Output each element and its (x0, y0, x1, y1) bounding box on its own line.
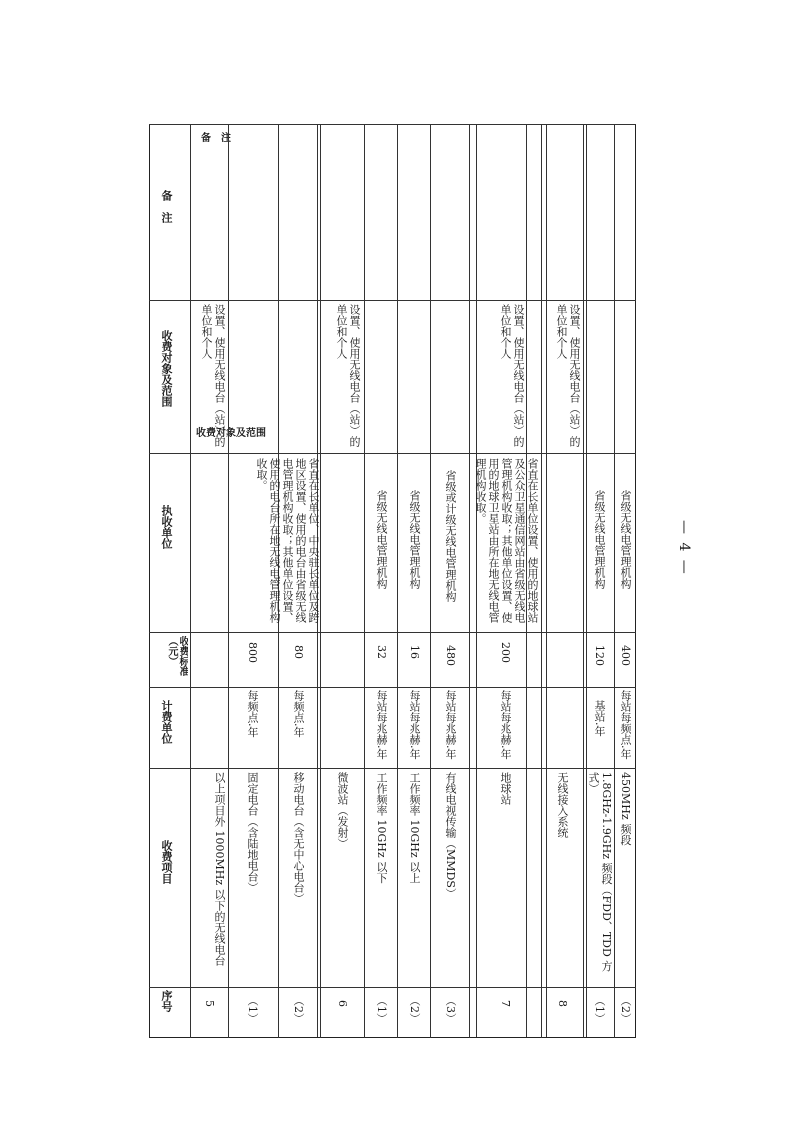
row-6-2-seq: （2） (408, 995, 421, 1024)
col-divider-h (149, 987, 636, 988)
row-6-1-executor: 省级无线电管理机构 (375, 490, 388, 589)
header-seq: 序号 (160, 990, 173, 1012)
row-divider (541, 124, 542, 1038)
header-remark-v: 备 注 (160, 190, 173, 223)
row-5-item: 以上项目外 1000MHz 以下的无线电台 (213, 772, 226, 966)
row-6-3-seq: （3） (444, 995, 457, 1024)
row-8-1-item: 1.8GHz-1.9GHz 频段（FDD、TDD 方式） (587, 772, 613, 972)
row-divider (430, 124, 431, 1038)
row-6-2-item: 工作频率 10GHz 以上 (408, 772, 421, 884)
row-8-2-executor: 省级无线电管理机构 (619, 490, 632, 589)
row-5-executor: 省直在长单位、中央驻长单位及跨地区设置、使用的电台由省级无线电管理机构收取；其他单位设置、使用的电台所在地无线电管理机构收取。 (255, 458, 320, 623)
row-divider (364, 124, 365, 1038)
row-6-1-item: 工作频率 10GHz 以下 (375, 772, 388, 884)
row-5-2-standard: 80 (292, 645, 305, 659)
row-8-1-executor: 省级无线电管理机构 (593, 490, 606, 589)
col-divider (546, 125, 547, 1037)
row-8-2-seq: （2） (619, 995, 632, 1024)
row-divider (397, 124, 398, 1038)
header-unit: 计费单位 (160, 700, 173, 744)
row-6-2-unit: 每站每兆赫.年 (408, 690, 421, 760)
row-8-seq: 8 (556, 1000, 569, 1007)
row-5-1-seq: （1） (246, 995, 259, 1024)
col-divider-h (149, 768, 636, 769)
row-divider (228, 124, 229, 1038)
row-6-item: 微波站（发射） (336, 772, 349, 849)
col-divider-h (149, 687, 636, 688)
header-standard: 收费标准（元） (166, 636, 188, 676)
header-remark: 备 注 (201, 133, 231, 144)
row-divider (320, 124, 321, 1038)
row-6-1-unit: 每站每兆赫.年 (375, 690, 388, 760)
row-6-scope: 设置、使用无线电台（站）的单位和个人 (335, 304, 361, 447)
row-5-seq: 5 (203, 1000, 216, 1007)
row-5-2-item: 移动电台（含无中心电台） (292, 772, 305, 904)
row-6-3-unit: 每站每兆赫.年 (444, 690, 457, 760)
row-6-1-seq: （1） (375, 995, 388, 1024)
row-divider (190, 124, 191, 1038)
row-6-3-item: 有线电视传输（MMDS） (444, 772, 457, 899)
row-6-seq: 6 (336, 1000, 349, 1007)
row-divider (583, 124, 584, 1038)
row-6-2-standard: 16 (408, 645, 421, 659)
header-scope-v: 收费对象及范围 (160, 330, 173, 407)
row-5-1-standard: 800 (246, 642, 259, 663)
row-7-executor: 省直在长单位设置、使用的地球站及公众卫星通信网站由省级无线电管理机构收取；其他单位设置、使用的地球卫星站由所在地无线电管理机构收取。 (474, 458, 539, 623)
row-8-1-standard: 120 (593, 645, 606, 666)
row-8-1-unit: 基站.年 (593, 700, 606, 737)
row-7-unit: 每站每兆赫.年 (499, 690, 512, 760)
page-number: — 4 — (676, 520, 692, 576)
row-5-2-unit: 每频点.年 (292, 690, 305, 738)
row-divider (469, 124, 470, 1038)
row-6-3-executor: 省级或计级无线电管理机构 (444, 470, 457, 602)
row-8-2-standard: 400 (619, 645, 632, 666)
row-8-2-item: 450MHz 频段 (619, 772, 632, 846)
row-8-item: 无线接入系统 (556, 772, 569, 838)
header-scope: 收费对象及范围 (196, 428, 266, 439)
row-8-1-seq: （1） (593, 995, 606, 1024)
row-5-2-seq: （2） (292, 995, 305, 1024)
row-5-scope: 设置、使用无线电台（站）的单位和个人 (200, 304, 226, 447)
header-item: 收费项目 (160, 840, 173, 884)
col-divider-h (149, 453, 636, 454)
row-7-scope: 设置、使用无线电台（站）的单位和个人 (499, 304, 525, 447)
row-6-1-standard: 32 (375, 645, 388, 659)
col-divider-h (149, 632, 636, 633)
row-6-2-executor: 省级无线电管理机构 (408, 490, 421, 589)
row-7-item: 地球站 (499, 772, 512, 805)
row-6-3-standard: 480 (444, 645, 457, 666)
row-5-1-unit: 每频点.年 (246, 690, 259, 738)
col-divider-h (149, 300, 636, 301)
row-7-standard: 200 (499, 642, 512, 663)
row-8-2-unit: 每站每频点.年 (619, 690, 632, 760)
row-5-1-item: 固定电台（含陆地电台） (246, 772, 259, 893)
row-divider (614, 124, 615, 1038)
row-7-seq: 7 (499, 1000, 512, 1007)
header-executor: 执收单位 (160, 505, 173, 549)
row-8-scope: 设置、使用无线电台（站）的单位和个人 (555, 304, 581, 447)
